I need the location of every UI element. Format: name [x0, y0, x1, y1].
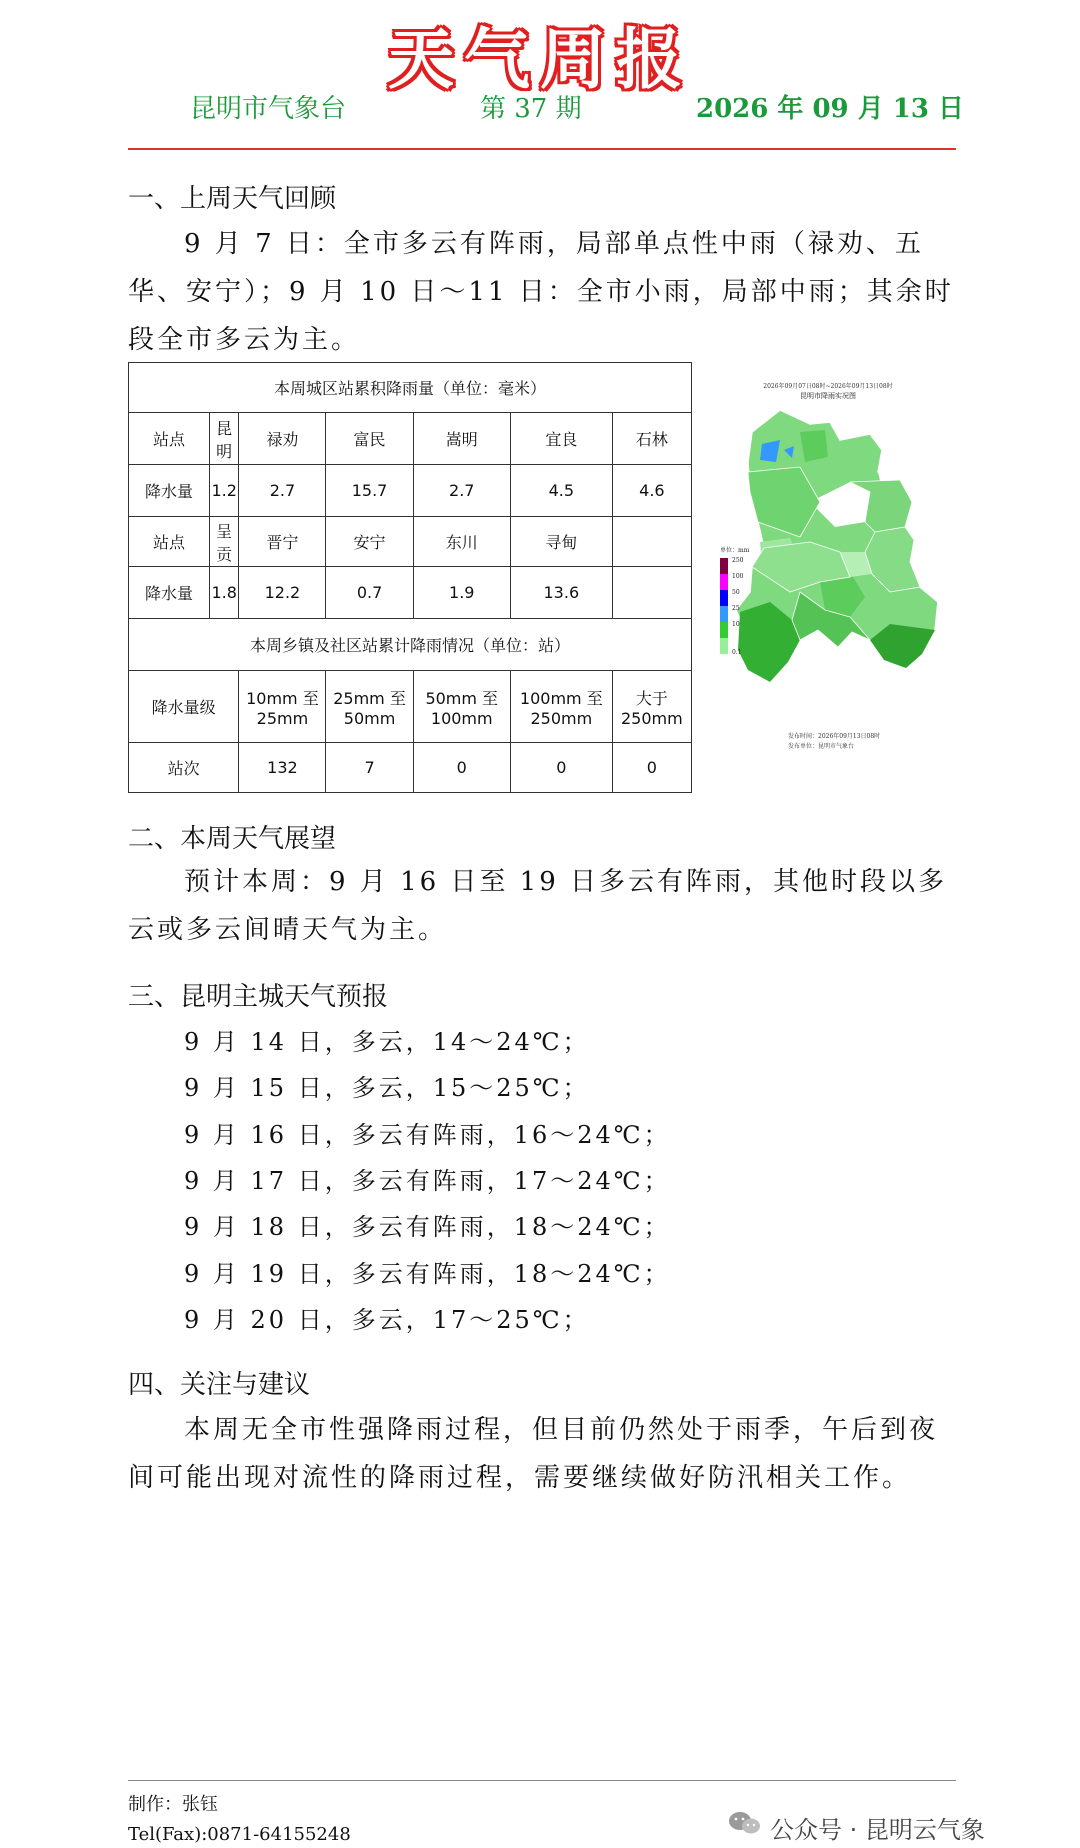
- section2-heading: 二、本周天气展望: [128, 824, 337, 854]
- author: 制作：张钰: [128, 1794, 218, 1815]
- rainfall-table: [128, 362, 692, 793]
- legend-value: 0.1: [732, 649, 742, 656]
- station-cell: 宜良: [510, 413, 612, 465]
- section1-heading: 一、上周天气回顾: [128, 184, 337, 214]
- row-label-station: 站点: [129, 517, 210, 567]
- rain-cell: 1.8: [210, 567, 239, 619]
- table1-caption: 本周城区站累积降雨量（单位：毫米）: [129, 363, 692, 413]
- legend-swatch-25: [720, 606, 728, 622]
- forecast-item: 9 月 19 日，多云有阵雨，18～24℃；: [184, 1260, 671, 1288]
- level-cell: 50mm 至 100mm: [413, 671, 510, 743]
- station-cell: [612, 517, 691, 567]
- map-footer-line1: 发布时间：2026年09月13日08时: [788, 733, 881, 740]
- forecast-item: 9 月 18 日，多云有阵雨，18～24℃；: [184, 1213, 671, 1241]
- count-cell: 0: [413, 743, 510, 793]
- count-cell: 7: [326, 743, 413, 793]
- rain-cell: 13.6: [510, 567, 612, 619]
- watermark: 公众号 · 昆明云气象: [770, 1816, 985, 1844]
- station-cell: 嵩明: [413, 413, 510, 465]
- legend-swatch-250: [720, 558, 728, 574]
- station-cell: 禄劝: [239, 413, 326, 465]
- legend-swatch-50: [720, 590, 728, 606]
- level-cell: 25mm 至 50mm: [326, 671, 413, 743]
- section2-text: 预计本周：9 月 16 日至 19 日多云有阵雨，其他时段以多云或多云间晴天气为主。: [128, 867, 948, 945]
- station-cell: 晋宁: [239, 517, 326, 567]
- section4-text: 本周无全市性强降雨过程，但目前仍然处于雨季，午后到夜间可能出现对流性的降雨过程，需要继续做好防汛相关工作。: [128, 1415, 939, 1493]
- station-cell: 富民: [326, 413, 413, 465]
- count-label: 站次: [129, 743, 239, 793]
- legend-swatch-100: [720, 574, 728, 590]
- rain-cell: 15.7: [326, 465, 413, 517]
- legend-swatch-0-1: [720, 638, 728, 654]
- level-label: 降水量级: [129, 671, 239, 743]
- level-cell: 100mm 至 250mm: [510, 671, 612, 743]
- legend-value: 25: [732, 605, 740, 612]
- rain-cell: 1.9: [413, 567, 510, 619]
- tel-fax: Tel(Fax):0871-64155248: [128, 1824, 351, 1845]
- wechat-icon: [728, 1810, 762, 1836]
- level-cell: 大于 250mm: [612, 671, 691, 743]
- station-cell: 寻甸: [510, 517, 612, 567]
- station-cell: 昆明: [210, 413, 239, 465]
- row-label-rain: 降水量: [129, 465, 210, 517]
- table2-caption: 本周乡镇及社区站累计降雨情况（单位：站）: [129, 619, 692, 671]
- station-cell: 安宁: [326, 517, 413, 567]
- row-label-station: 站点: [129, 413, 210, 465]
- forecast-item: 9 月 16 日，多云有阵雨，16～24℃；: [184, 1121, 671, 1149]
- legend-value: 100: [732, 573, 744, 580]
- header-divider: [128, 148, 956, 150]
- map-title-line2: 昆明市降雨实况图: [800, 392, 856, 400]
- count-cell: 0: [612, 743, 691, 793]
- rain-cell: 2.7: [413, 465, 510, 517]
- row-label-rain: 降水量: [129, 567, 210, 619]
- section1-text: 9 月 7 日：全市多云有阵雨，局部单点性中雨（禄劝、五华、安宁）；9 月 10 日～11 日：全市小雨，局部中雨；其余时段全市多云为主。: [128, 229, 954, 355]
- forecast-item: 9 月 17 日，多云有阵雨，17～24℃；: [184, 1167, 671, 1195]
- section4-heading: 四、关注与建议: [128, 1370, 311, 1400]
- legend-value: 250: [732, 557, 744, 564]
- rain-cell: [612, 567, 691, 619]
- rain-cell: 1.2: [210, 465, 239, 517]
- map-region: [736, 410, 938, 682]
- forecast-item: 9 月 20 日，多云，17～25℃；: [184, 1306, 590, 1334]
- station-cell: 东川: [413, 517, 510, 567]
- org-name: 昆明市气象台: [190, 94, 347, 124]
- station-cell: 石林: [612, 413, 691, 465]
- footer-divider: [128, 1780, 956, 1781]
- legend-value: 50: [732, 589, 740, 596]
- rain-cell: 2.7: [239, 465, 326, 517]
- legend-title: 单位：mm: [720, 547, 750, 554]
- legend-value: 10: [732, 621, 740, 628]
- issue-number: 第 37 期: [480, 94, 582, 124]
- map-title-line1: 2026年09月07日08时~2026年09月13日08时: [763, 383, 893, 390]
- count-cell: 0: [510, 743, 612, 793]
- map-footer-line2: 发布单位：昆明市气象台: [788, 743, 855, 750]
- forecast-item: 9 月 15 日，多云，15～25℃；: [184, 1074, 590, 1102]
- rainfall-map: [700, 362, 956, 762]
- count-cell: 132: [239, 743, 326, 793]
- rain-cell: 4.5: [510, 465, 612, 517]
- station-cell: 呈贡: [210, 517, 239, 567]
- section3-heading: 三、昆明主城天气预报: [128, 982, 389, 1012]
- rain-cell: 0.7: [326, 567, 413, 619]
- report-date: 2026 年 09 月 13 日: [696, 94, 964, 124]
- rain-cell: 12.2: [239, 567, 326, 619]
- level-cell: 10mm 至 25mm: [239, 671, 326, 743]
- report-title: 天气周报: [388, 20, 692, 98]
- rain-cell: 4.6: [612, 465, 691, 517]
- legend-swatch-10: [720, 622, 728, 638]
- forecast-item: 9 月 14 日，多云，14～24℃；: [184, 1028, 590, 1056]
